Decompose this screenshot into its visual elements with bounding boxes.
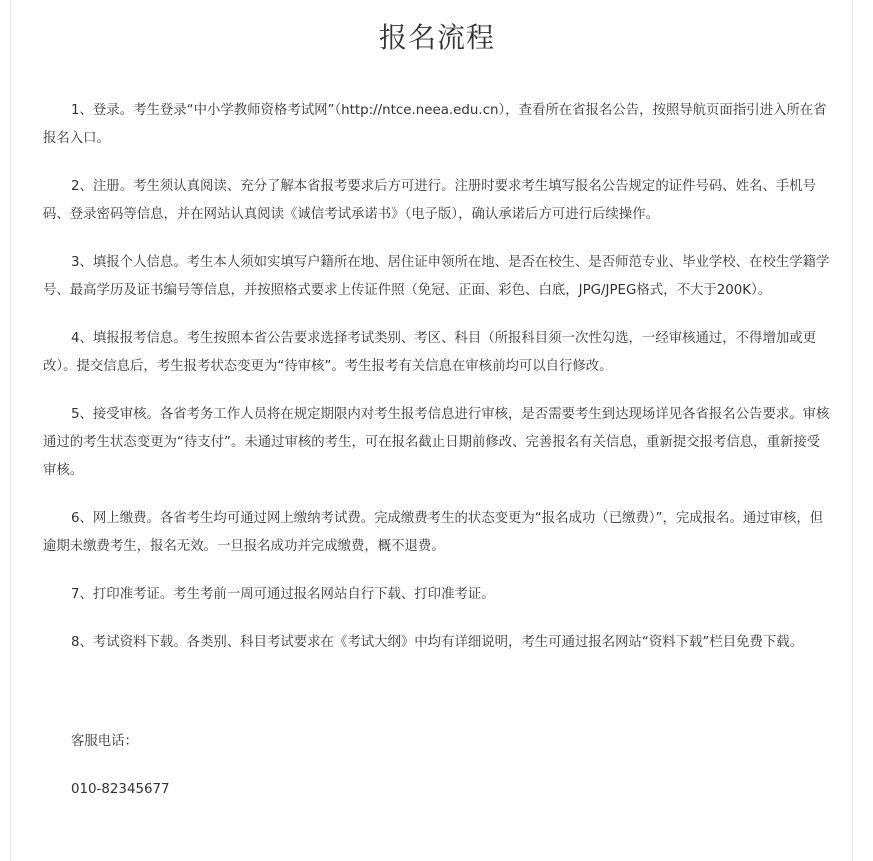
step-download-materials: 8、考试资料下载。各类别、科目考试要求在《考试大纲》中均有详细说明，考生可通过报名网站“资料下载”栏目免费下载。 — [71, 635, 804, 650]
step-register: 2、注册。考生须认真阅读、充分了解本省报考要求后方可进行。注册时要求考生填写报名公告规定的证件号码、姓名、手机号码、登录密码等信息，并在网站认真阅读《诚信考试承诺书》（电子版），确认承诺后方可进行后续操作。 — [43, 179, 816, 222]
contact-label: 客服电话： — [71, 734, 138, 749]
step-personal-info: 3、填报个人信息。考生本人须如实填写户籍所在地、居住证申领所在地、是否在校生、是否师范专业、毕业学校、在校生学籍学号、最高学历及证书编号等信息，并按照格式要求上传证件照（免冠、正面、彩色、白底，JPG/JPEG格式，不大于200K）。 — [43, 255, 830, 298]
page-frame — [10, 0, 853, 861]
page-title: 报名流程 — [378, 21, 495, 54]
registration-steps — [43, 97, 831, 657]
contact-section — [43, 732, 831, 800]
step-review: 5、接受审核。各省考务工作人员将在规定期限内对考生报考信息进行审核，是否需要考生到达现场详见各省报名公告要求。审核通过的考生状态变更为“待支付”。未通过审核的考生，可在报名截止日期前修改、完善报名有关信息，重新提交报考信息，重新接受审核。 — [43, 407, 830, 478]
step-exam-info: 4、填报报考信息。考生按照本省公告要求选择考试类别、考区、科目（所报科目须一次性勾选，一经审核通过，不得增加或更改）。提交信息后，考生报考状态变更为“待审核”。考生报考有关信息在审核前均可以自行修改。 — [43, 331, 816, 374]
step-payment: 6、网上缴费。各省考生均可通过网上缴纳考试费。完成缴费考生的状态变更为“报名成功（已缴费）”，完成报名。通过审核，但逾期未缴费考生，报名无效。一旦报名成功并完成缴费，概不退费。 — [43, 511, 824, 554]
contact-phone: 010-82345677 — [71, 782, 170, 797]
step-print-admission: 7、打印准考证。考生考前一周可通过报名网站自行下载、打印准考证。 — [71, 587, 495, 602]
step-login: 1、登录。考生登录“中小学教师资格考试网”（http://ntce.neea.edu.cn），查看所在省报名公告，按照导航页面指引进入所在省报名入口。 — [43, 103, 827, 146]
article-content — [43, 0, 831, 800]
